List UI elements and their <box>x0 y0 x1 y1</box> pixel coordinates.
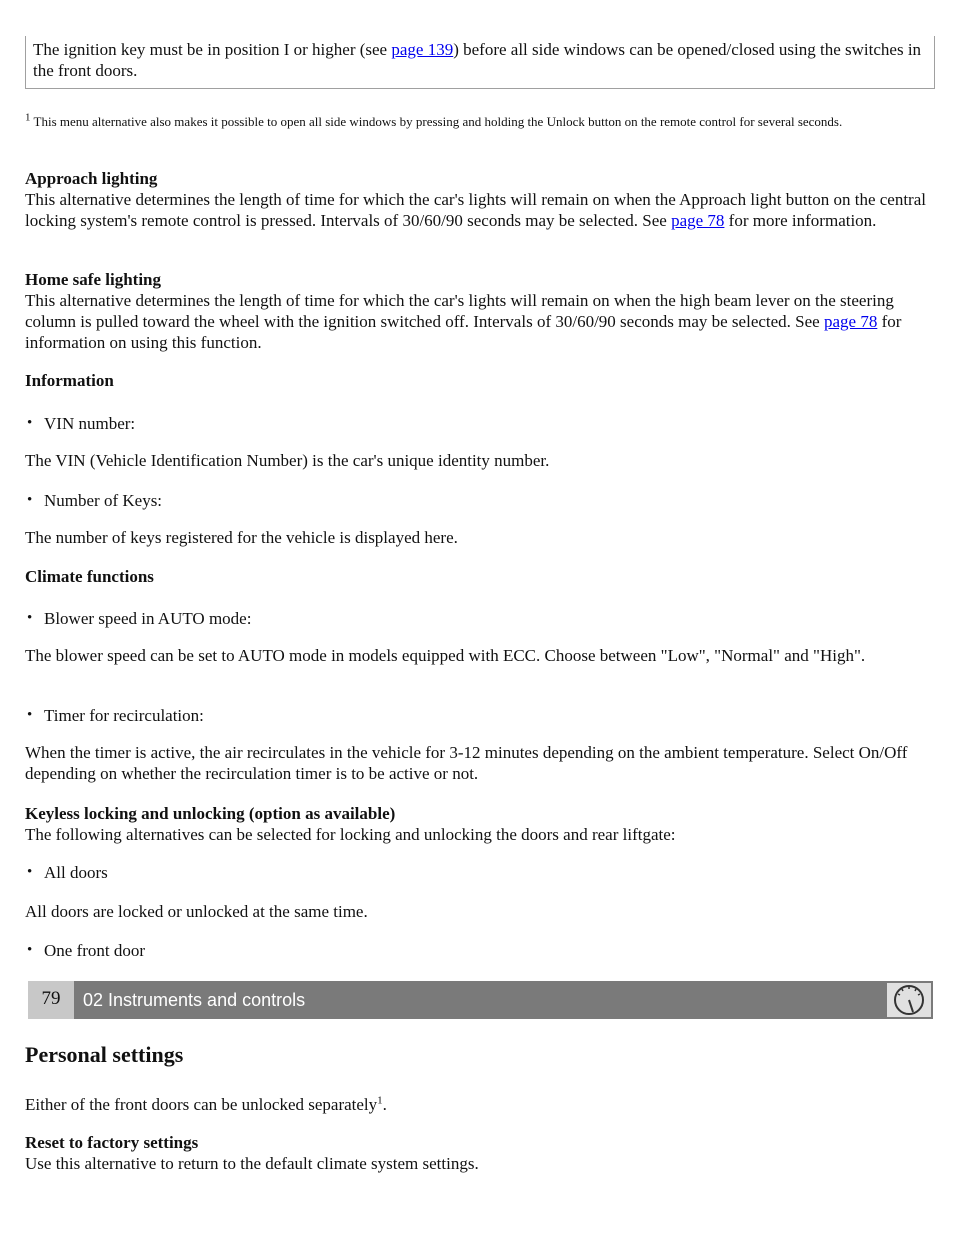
bullet-icon: • <box>27 942 33 958</box>
recirculation-description: When the timer is active, the air recirculates in the vehicle for 3-12 minutes depending on the ambient temperature. Select On/Off depending on whether the recirculation timer is to be active or not. <box>25 743 908 783</box>
climate-functions-heading: Climate functions <box>25 567 154 586</box>
bullet-icon: • <box>27 492 33 508</box>
approach-lighting-text: This alternative determines the length of time for which the car's lights will remain on when the Approach light button on the central locking system's remote control is pressed. Intervals of 30/60/90 seconds may be selected. See <box>25 190 926 230</box>
bullet-icon: • <box>27 610 33 626</box>
gauge-icon <box>887 983 931 1017</box>
keys-description: The number of keys registered for the vehicle is displayed here. <box>25 528 458 547</box>
vin-description: The VIN (Vehicle Identification Number) is the car's unique identity number. <box>25 451 550 470</box>
footnote <box>25 112 930 132</box>
home-safe-lighting-text: This alternative determines the length of time for which the car's lights will remain on when the high beam lever on the steering column is pulled toward the wheel with the ignition switched off. Intervals of 30/60/90 seconds may be selected. See <box>25 291 894 331</box>
footnote-ref: 1 <box>377 1094 383 1107</box>
bullet-icon: • <box>27 415 33 431</box>
keyless-intro: The following alternatives can be selected for locking and unlocking the doors and rear liftgate: <box>25 825 676 844</box>
chapter-banner <box>28 981 933 1019</box>
approach-lighting-heading: Approach lighting <box>25 169 158 188</box>
reset-text: Use this alternative to return to the default climate system settings. <box>25 1154 479 1173</box>
bullet-icon: • <box>27 864 33 880</box>
keyless-section <box>25 803 935 845</box>
front-doors-text: Either of the front doors can be unlocked separately$^1$. <box>25 1094 387 1114</box>
reset-heading: Reset to factory settings <box>25 1133 199 1152</box>
keyless-heading: Keyless locking and unlocking (option as available) <box>25 804 396 823</box>
reset-section <box>25 1132 935 1174</box>
bullet-icon: • <box>27 707 33 723</box>
ignition-note: The ignition key must be in position I or higher (see page 139) before all side windows can be opened/closed using the switches in the front doors. <box>33 40 922 80</box>
approach-lighting-section: Approach lighting This alternative determines the length of time for which the car's lights will remain on when the Approach light button on the central locking system's remote control is pressed. Intervals of 30/60/90 seconds may be selected. See page 78 for more information. <box>25 169 926 230</box>
page-number: 79 <box>28 981 74 1019</box>
home-safe-lighting-heading: Home safe lighting <box>25 270 161 289</box>
ignition-note-box <box>25 36 935 89</box>
page-78-link-2[interactable]: page 78 <box>823 312 878 331</box>
page-78-link[interactable]: page 78 <box>671 211 725 230</box>
chapter-title: 02 Instruments and controls <box>83 990 306 1010</box>
all-doors-description: All doors are locked or unlocked at the same time. <box>25 902 368 921</box>
blower-speed-description: The blower speed can be set to AUTO mode in models equipped with ECC. Choose between "Low", "Normal" and "High". <box>25 646 866 665</box>
information-heading: Information <box>25 371 114 390</box>
page-title: Personal settings <box>25 1042 184 1067</box>
footnote-marker: 1 <box>25 111 31 124</box>
home-safe-lighting-section: Home safe lighting This alternative determines the length of time for which the car's lights will remain on when the high beam lever on the steering column is pulled toward the wheel with the ignition switched off. Intervals of 30/60/90 seconds may be selected. See page 78 for information on using this function. <box>25 270 902 352</box>
footnote-text: This menu alternative also makes it possible to open all side windows by pressing and holding the Unlock button on the remote control for several seconds. <box>33 114 843 129</box>
page-139-link[interactable]: page 139 <box>391 40 454 59</box>
